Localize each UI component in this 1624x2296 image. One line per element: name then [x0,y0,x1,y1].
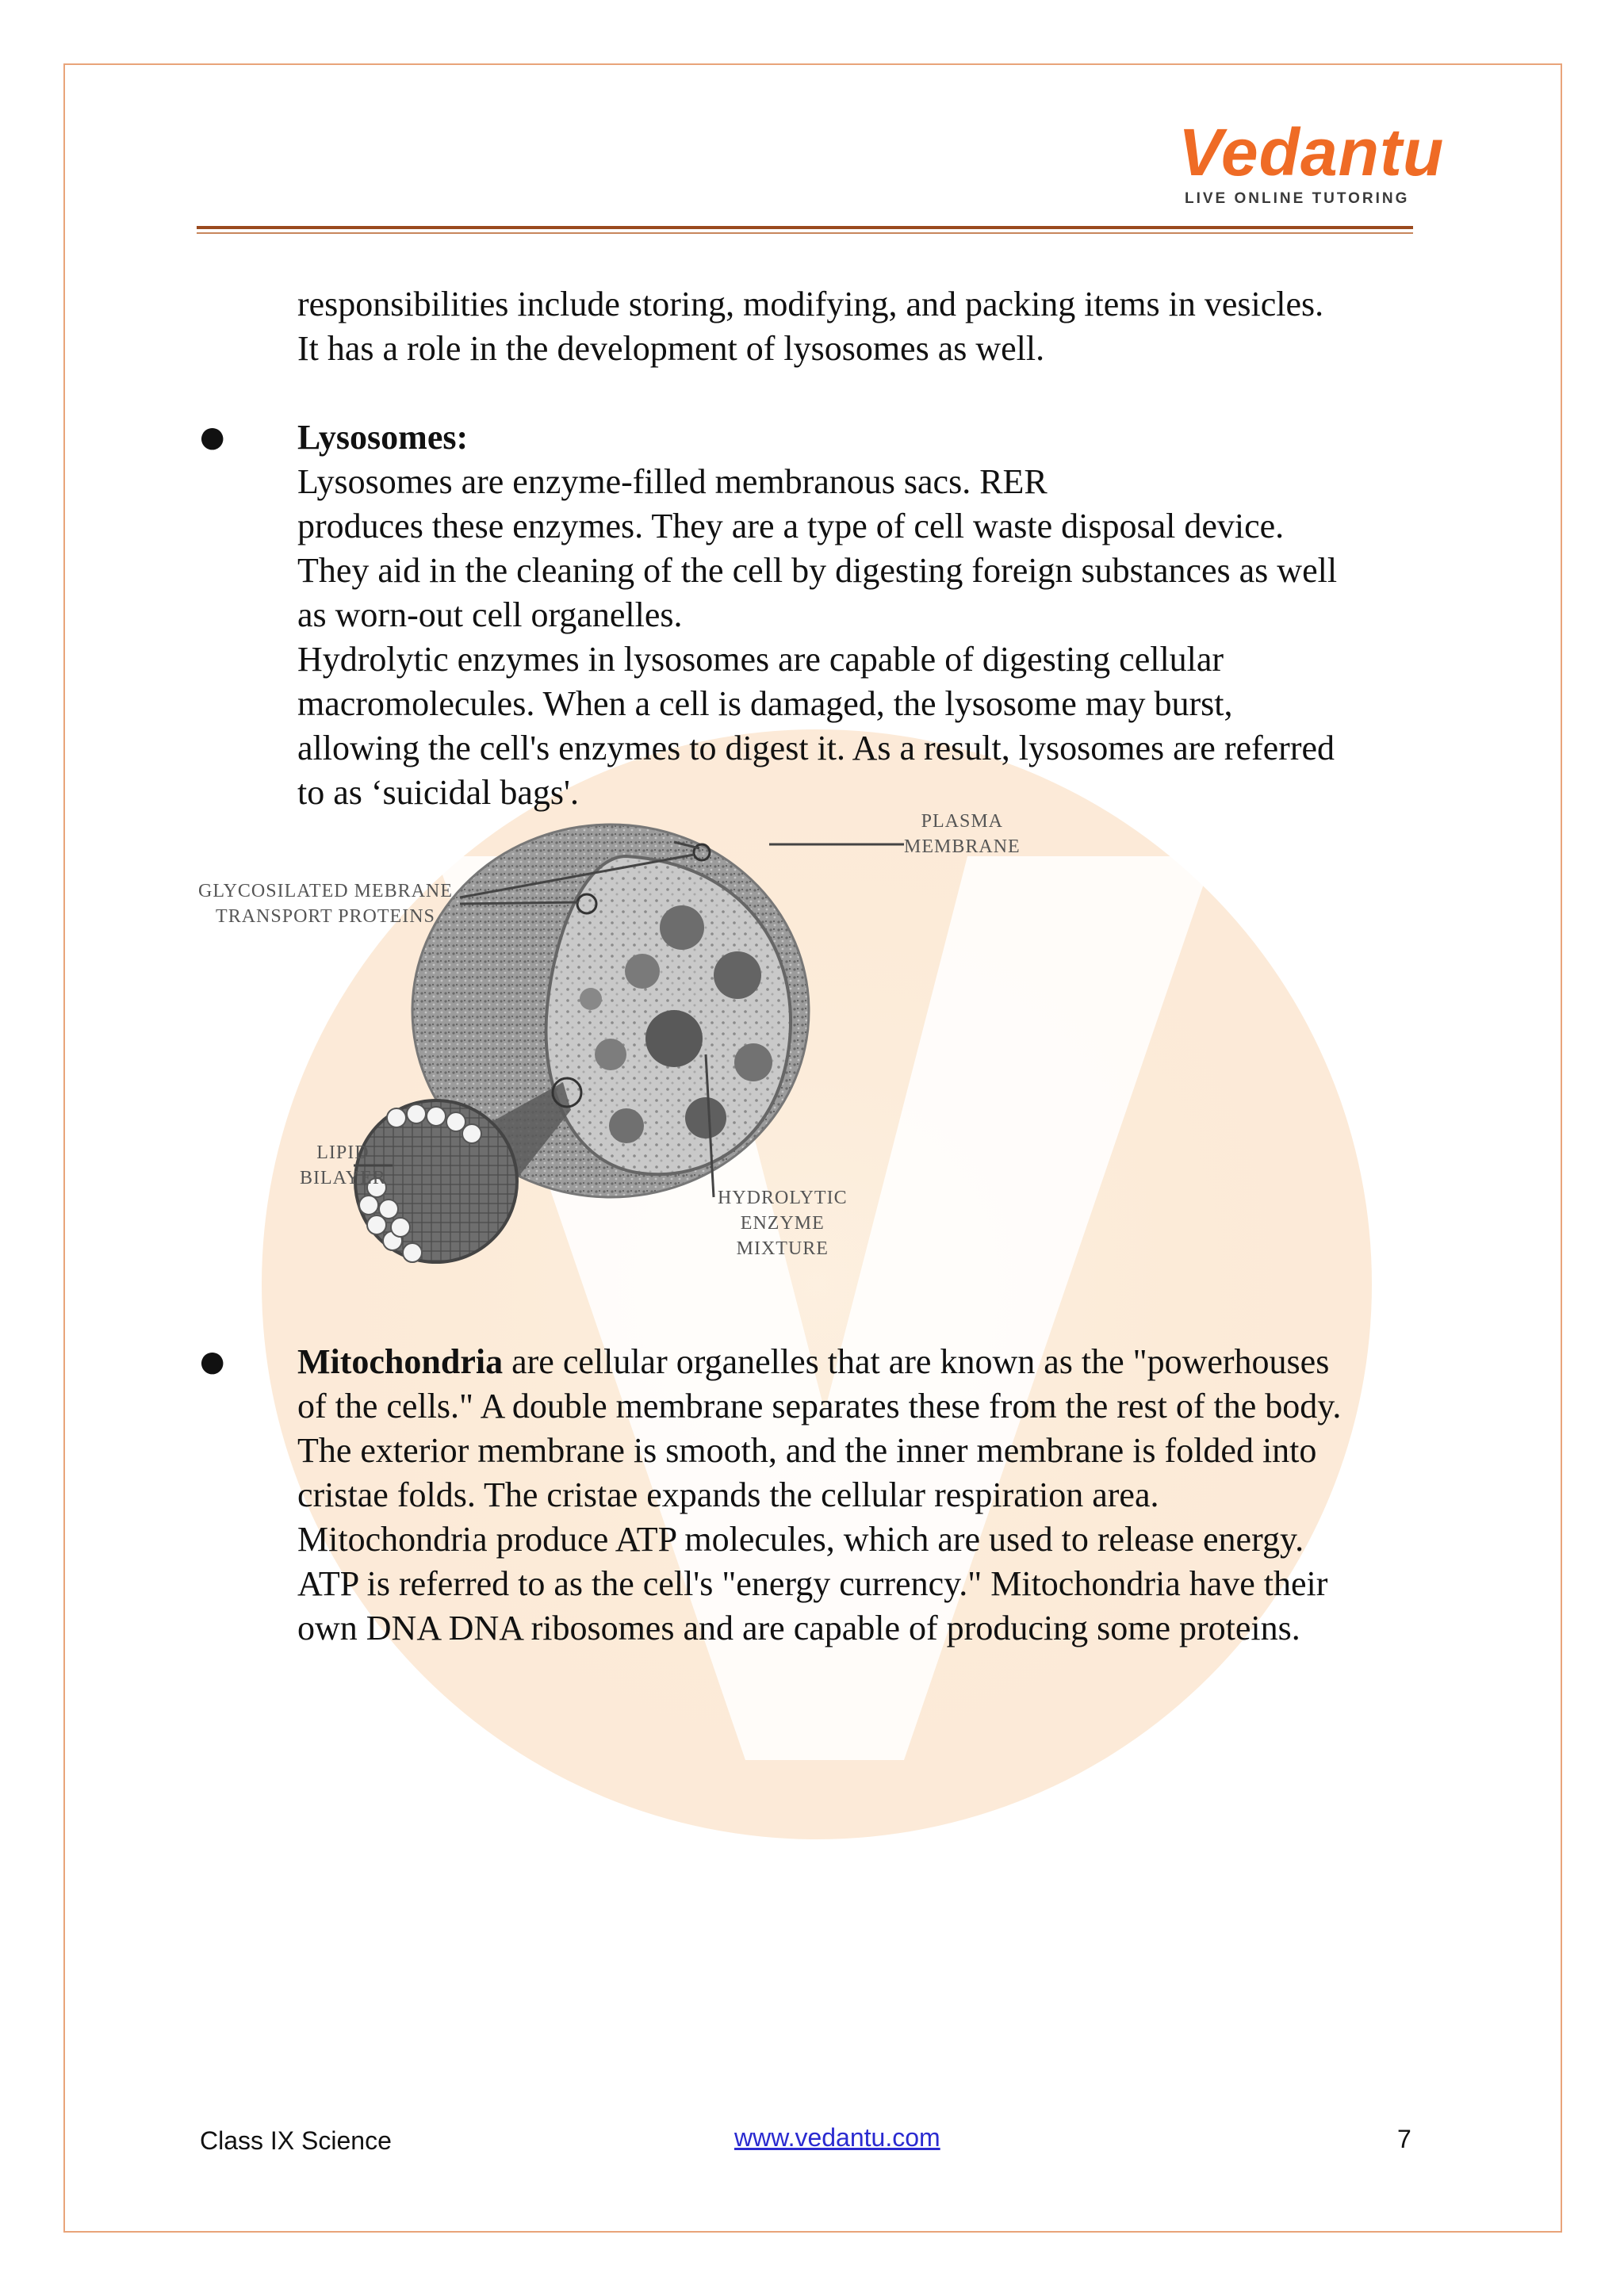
label-hydrolytic-enzyme [718,1185,848,1261]
text-line [297,1340,1419,1384]
lysosome-illustration [198,809,1071,1269]
text-line: of the cells." A double membrane separates these from the rest of the body. [297,1387,1342,1425]
page-number: 7 [1397,2125,1411,2153]
text-line: ATP is referred to as the cell's "energy currency." Mitochondria have their [297,1564,1328,1603]
bullet-icon: ● [200,421,225,453]
text-line: to as ‘suicidal bags'. [297,773,579,812]
label-line: GLYCOSILATED MEBRANE [198,881,453,901]
label-line: LIPID [316,1142,370,1163]
text-line: The exterior membrane is smooth, and the inner membrane is folded into [297,1431,1317,1470]
mitochondria-section [198,1340,1419,1651]
text-line: responsibilities include storing, modifying, and packing items in vesicles. [297,285,1324,323]
text-line: Lysosomes are enzyme-filled membranous sacs. RER [297,462,1048,501]
section-heading: Lysosomes: [297,418,469,457]
text-line: Mitochondria produce ATP molecules, which are used to release energy. [297,1520,1304,1559]
vedantu-logo [1178,115,1445,208]
logo-wordmark: Vedantu [1178,115,1445,189]
text-line: It has a role in the development of lysosomes as well. [297,329,1045,368]
continuation-paragraph [198,282,1419,371]
label-line: MEMBRANE [904,836,1021,857]
label-line: PLASMA [921,811,1004,832]
text-line: Hydrolytic enzymes in lysosomes are capable of digesting cellular [297,640,1224,679]
label-line: HYDROLYTIC [718,1188,848,1208]
label-line: MIXTURE [736,1238,829,1259]
label-plasma-membrane [904,809,1021,859]
main-content [198,282,1419,815]
text-line: produces these enzymes. They are a type of cell waste disposal device. [297,507,1285,545]
lysosomes-section [198,415,1419,815]
footer-website-link[interactable]: www.vedantu.com [734,2123,940,2152]
lysosome-diagram [198,809,1071,1269]
header-divider-thin [197,232,1413,234]
logo-tagline: LIVE ONLINE TUTORING [1185,190,1410,207]
footer-class-label: Class IX Science [200,2126,392,2155]
label-line: ENZYME [740,1213,825,1234]
bullet-icon: ● [200,1345,225,1378]
text-fragment: are cellular organelles that are known as the "powerhouses [503,1342,1330,1381]
text-line: as worn-out cell organelles. [297,595,683,634]
text-line: macromolecules. When a cell is damaged, the lysosome may burst, [297,684,1233,723]
text-line: allowing the cell's enzymes to digest it. As a result, lysosomes are referred [297,729,1335,767]
text-line: They aid in the cleaning of the cell by digesting foreign substances as well [297,551,1338,590]
term-mitochondria: Mitochondria [297,1342,504,1381]
header-divider [197,226,1413,229]
label-glycosilated-proteins [198,878,453,929]
label-line: TRANSPORT PROTEINS [216,906,435,927]
label-line: BILAYER [300,1168,386,1188]
text-line: own DNA DNA ribosomes and are capable of producing some proteins. [297,1609,1300,1647]
label-lipid-bilayer [300,1140,386,1191]
text-line: cristae folds. The cristae expands the cellular respiration area. [297,1475,1159,1514]
